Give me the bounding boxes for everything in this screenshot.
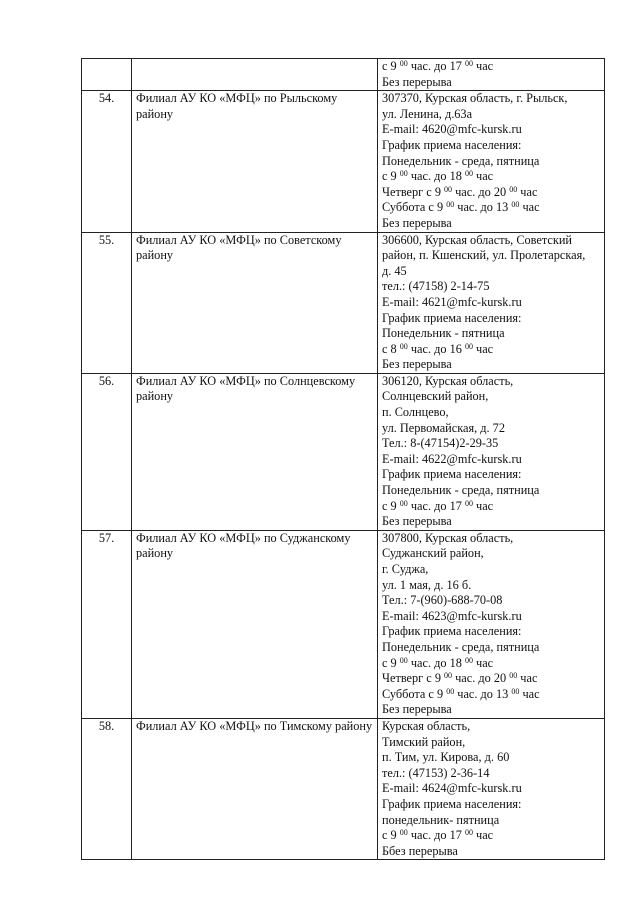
superscript-minutes: 00 [464, 828, 473, 838]
row-number: 56. [82, 373, 132, 530]
info-line [382, 107, 600, 123]
info-text: г. Суджа, [382, 562, 429, 576]
superscript-minutes: 00 [464, 498, 473, 508]
info-text: Суджанский район, [382, 546, 484, 561]
branch-name: Филиал АУ КО «МФЦ» по Рыльскому району [132, 91, 378, 232]
info-line [382, 735, 600, 751]
branch-name [132, 59, 378, 91]
info-line [382, 122, 600, 138]
info-text: E-mail: 4620@mfc-kursk.ru [382, 122, 522, 137]
superscript-minutes: 00 [399, 655, 408, 665]
info-text: Без перерыва [382, 357, 452, 372]
info-line [382, 467, 600, 483]
info-text: с 9 [382, 655, 400, 670]
branch-name: Филиал АУ КО «МФЦ» по Тимскому району [132, 718, 378, 859]
info-text: Суббота с 9 [382, 686, 447, 701]
superscript-minutes: 00 [444, 671, 453, 681]
info-text: График приема населения: [382, 796, 522, 811]
table-row [82, 373, 605, 530]
info-line [382, 640, 600, 656]
info-line [382, 138, 600, 154]
info-text: Суббота с 9 [382, 200, 447, 215]
info-line [382, 562, 600, 578]
info-line [382, 781, 600, 797]
info-text: час [517, 671, 538, 686]
superscript-minutes: 00 [399, 169, 408, 179]
info-text: Солнцевский район, [382, 389, 489, 404]
info-text: E-mail: 4622@mfc-kursk.ru [382, 451, 522, 466]
superscript-minutes: 00 [399, 498, 408, 508]
info-text: п. Тим, ул. Кирова, д. 60 [382, 750, 510, 765]
info-text: График приема населения: [382, 310, 522, 325]
info-line [382, 750, 600, 766]
info-line [382, 91, 600, 107]
info-text: час [519, 686, 540, 701]
info-line [382, 216, 600, 232]
info-text: Без перерыва [382, 215, 452, 230]
info-line [382, 609, 600, 625]
info-text: с 9 [382, 498, 400, 513]
info-line [382, 264, 600, 280]
info-text: График приема населения: [382, 624, 522, 639]
info-line [382, 828, 600, 844]
info-text: Тимский район, [382, 734, 466, 749]
info-text: с 9 [382, 59, 400, 73]
branch-contact-info [378, 232, 605, 373]
info-line [382, 797, 600, 813]
row-number: 58. [82, 718, 132, 859]
info-text: понедельник- пятница [382, 812, 500, 827]
info-line [382, 656, 600, 672]
superscript-minutes: 00 [511, 200, 520, 210]
superscript-minutes: 00 [509, 671, 518, 681]
superscript-minutes: 00 [446, 200, 455, 210]
info-line [382, 499, 600, 515]
row-number: 55. [82, 232, 132, 373]
info-text: час. до 13 [454, 200, 512, 215]
superscript-minutes: 00 [464, 169, 473, 179]
info-text: ул. Первомайская, д. 72 [382, 420, 505, 435]
info-text: 307800, Курская область, [382, 530, 514, 545]
info-text: Четверг с 9 [382, 671, 445, 686]
info-text: п. Солнцево, [382, 405, 449, 420]
info-line [382, 295, 600, 311]
branch-contact-info [378, 373, 605, 530]
info-line [382, 169, 600, 185]
info-text: час [517, 184, 538, 199]
superscript-minutes: 00 [399, 341, 408, 351]
info-text: График приема населения: [382, 467, 522, 482]
info-line [382, 671, 600, 687]
info-text: час [472, 59, 494, 73]
info-line [382, 154, 600, 170]
info-line [382, 452, 600, 468]
superscript-minutes: 00 [399, 828, 408, 838]
info-line [382, 233, 600, 249]
info-text: 307370, Курская область, г. Рыльск, [382, 91, 568, 106]
info-text: Ббез перерыва [382, 843, 458, 858]
branch-table-body [82, 59, 605, 860]
info-line [382, 719, 600, 735]
info-line [382, 844, 600, 860]
info-text: час. до 20 [452, 184, 510, 199]
info-text: ул. Ленина, д.63а [382, 106, 473, 121]
info-text: График приема населения: [382, 137, 522, 152]
superscript-minutes: 00 [464, 655, 473, 665]
superscript-minutes: 00 [446, 686, 455, 696]
superscript-minutes: 00 [464, 341, 473, 351]
row-number: 54. [82, 91, 132, 232]
info-line [382, 311, 600, 327]
branch-name: Филиал АУ КО «МФЦ» по Суджанскому району [132, 530, 378, 718]
branch-contact-info [378, 91, 605, 232]
info-line [382, 279, 600, 295]
table-row [82, 59, 605, 91]
info-text: д. 45 [382, 263, 407, 278]
info-line [382, 374, 600, 390]
info-text: E-mail: 4623@mfc-kursk.ru [382, 608, 522, 623]
info-text: Без перерыва [382, 74, 452, 89]
info-text: Тел.: 8-(47154)2-29-35 [382, 436, 499, 451]
branch-table [81, 58, 605, 860]
branch-contact-info [378, 59, 605, 91]
row-number [82, 59, 132, 91]
info-line [382, 326, 600, 342]
branch-name: Филиал АУ КО «МФЦ» по Советскому району [132, 232, 378, 373]
info-line [382, 185, 600, 201]
info-line [382, 405, 600, 421]
info-line [382, 624, 600, 640]
table-row [82, 232, 605, 373]
superscript-minutes: 00 [509, 184, 518, 194]
info-text: час. до 16 [407, 341, 465, 356]
info-line [382, 389, 600, 405]
info-line [382, 514, 600, 530]
info-line [382, 75, 600, 91]
info-text: Понедельник - среда, пятница [382, 153, 540, 168]
info-text: с 9 [382, 828, 400, 843]
info-line [382, 248, 600, 264]
info-text: E-mail: 4624@mfc-kursk.ru [382, 781, 522, 796]
info-text: Понедельник - среда, пятница [382, 639, 540, 654]
info-line [382, 421, 600, 437]
branch-contact-info [378, 718, 605, 859]
info-text: час. до 17 [407, 828, 465, 843]
info-text: район, п. Кшенский, ул. Пролетарская, [382, 248, 586, 263]
info-line [382, 702, 600, 718]
info-line [382, 578, 600, 594]
table-row [82, 718, 605, 859]
superscript-minutes: 00 [444, 184, 453, 194]
info-text: 306120, Курская область, [382, 373, 514, 388]
info-line [382, 483, 600, 499]
info-text: Тел.: 7-(960)-688-70-08 [382, 593, 503, 608]
info-line [382, 813, 600, 829]
info-text: Понедельник - пятница [382, 326, 505, 341]
row-number: 57. [82, 530, 132, 718]
info-text: час [472, 169, 494, 184]
info-line [382, 342, 600, 358]
info-text: час. до 18 [407, 655, 465, 670]
superscript-minutes: 00 [464, 59, 473, 68]
info-line [382, 766, 600, 782]
info-text: с 9 [382, 169, 400, 184]
info-text: Курская область, [382, 718, 471, 733]
info-text: час [472, 341, 494, 356]
info-text: Понедельник - среда, пятница [382, 483, 540, 498]
info-text: час. до 18 [407, 169, 465, 184]
table-row [82, 530, 605, 718]
info-text: час. до 17 [407, 498, 465, 513]
table-row [82, 91, 605, 232]
info-text: E-mail: 4621@mfc-kursk.ru [382, 294, 522, 309]
info-line [382, 200, 600, 216]
info-line [382, 59, 600, 75]
info-line [382, 357, 600, 373]
superscript-minutes: 00 [399, 59, 408, 68]
info-line [382, 531, 600, 547]
info-line [382, 436, 600, 452]
info-text: час [472, 655, 494, 670]
info-text: час. до 17 [407, 59, 465, 73]
branch-contact-info [378, 530, 605, 718]
info-line [382, 593, 600, 609]
info-text: час [519, 200, 540, 215]
info-text: ул. 1 мая, д. 16 б. [382, 577, 472, 592]
superscript-minutes: 00 [511, 686, 520, 696]
info-line [382, 546, 600, 562]
branch-name: Филиал АУ КО «МФЦ» по Солнцевскому району [132, 373, 378, 530]
info-text: Четверг с 9 [382, 184, 445, 199]
info-line [382, 687, 600, 703]
info-text: с 8 [382, 341, 400, 356]
info-text: 306600, Курская область, Советский [382, 232, 572, 247]
info-text: Без перерыва [382, 702, 452, 717]
info-text: час [472, 828, 494, 843]
info-text: тел.: (47153) 2-36-14 [382, 765, 490, 780]
info-text: час. до 13 [454, 686, 512, 701]
info-text: тел.: (47158) 2-14-75 [382, 279, 490, 294]
info-text: час [472, 498, 494, 513]
info-text: Без перерыва [382, 514, 452, 529]
info-text: час. до 20 [452, 671, 510, 686]
